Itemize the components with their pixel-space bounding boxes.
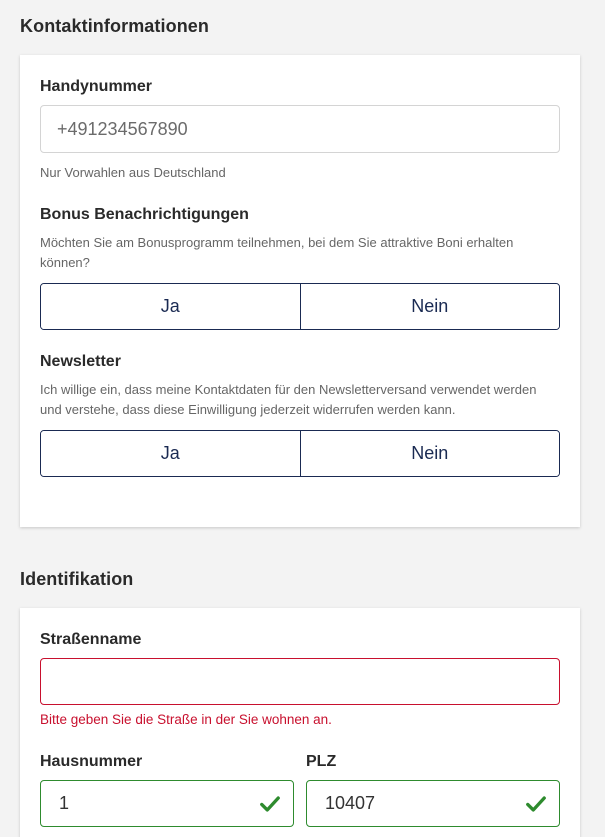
phone-label: Handynummer xyxy=(40,78,153,95)
contact-section-title: Kontaktinformationen xyxy=(20,16,209,36)
street-label: Straßenname xyxy=(40,631,142,648)
phone-input[interactable] xyxy=(40,105,560,153)
street-input[interactable] xyxy=(40,658,560,705)
newsletter-yes-button[interactable]: Ja xyxy=(41,431,300,476)
bonus-label: Bonus Benachrichtigungen xyxy=(40,206,249,223)
identification-card xyxy=(20,608,580,837)
checkmark-icon xyxy=(525,793,547,815)
street-error-message: Bitte geben Sie die Straße in der Sie wohnen an. xyxy=(40,712,332,727)
house-number-label: Hausnummer xyxy=(40,753,143,770)
newsletter-toggle xyxy=(40,430,560,477)
newsletter-no-button[interactable]: Nein xyxy=(300,431,560,476)
identification-section-title: Identifikation xyxy=(20,569,134,589)
zip-label: PLZ xyxy=(306,753,337,770)
house-number-input[interactable] xyxy=(40,780,294,827)
bonus-toggle xyxy=(40,283,560,330)
bonus-description: Möchten Sie am Bonusprogramm teilnehmen, bei dem Sie attraktive Boni erhalten können? xyxy=(40,235,514,270)
bonus-yes-button[interactable]: Ja xyxy=(41,284,300,329)
newsletter-label: Newsletter xyxy=(40,353,121,370)
zip-input[interactable] xyxy=(306,780,560,827)
newsletter-description: Ich willige ein, dass meine Kontaktdaten für den Newsletterversand verwendet werden und verstehe, dass diese Einwilligung jederzeit widerrufen werden kann. xyxy=(40,382,537,417)
bonus-no-button[interactable]: Nein xyxy=(300,284,560,329)
phone-hint: Nur Vorwahlen aus Deutschland xyxy=(40,165,226,180)
checkmark-icon xyxy=(259,793,281,815)
contact-card xyxy=(20,55,580,527)
